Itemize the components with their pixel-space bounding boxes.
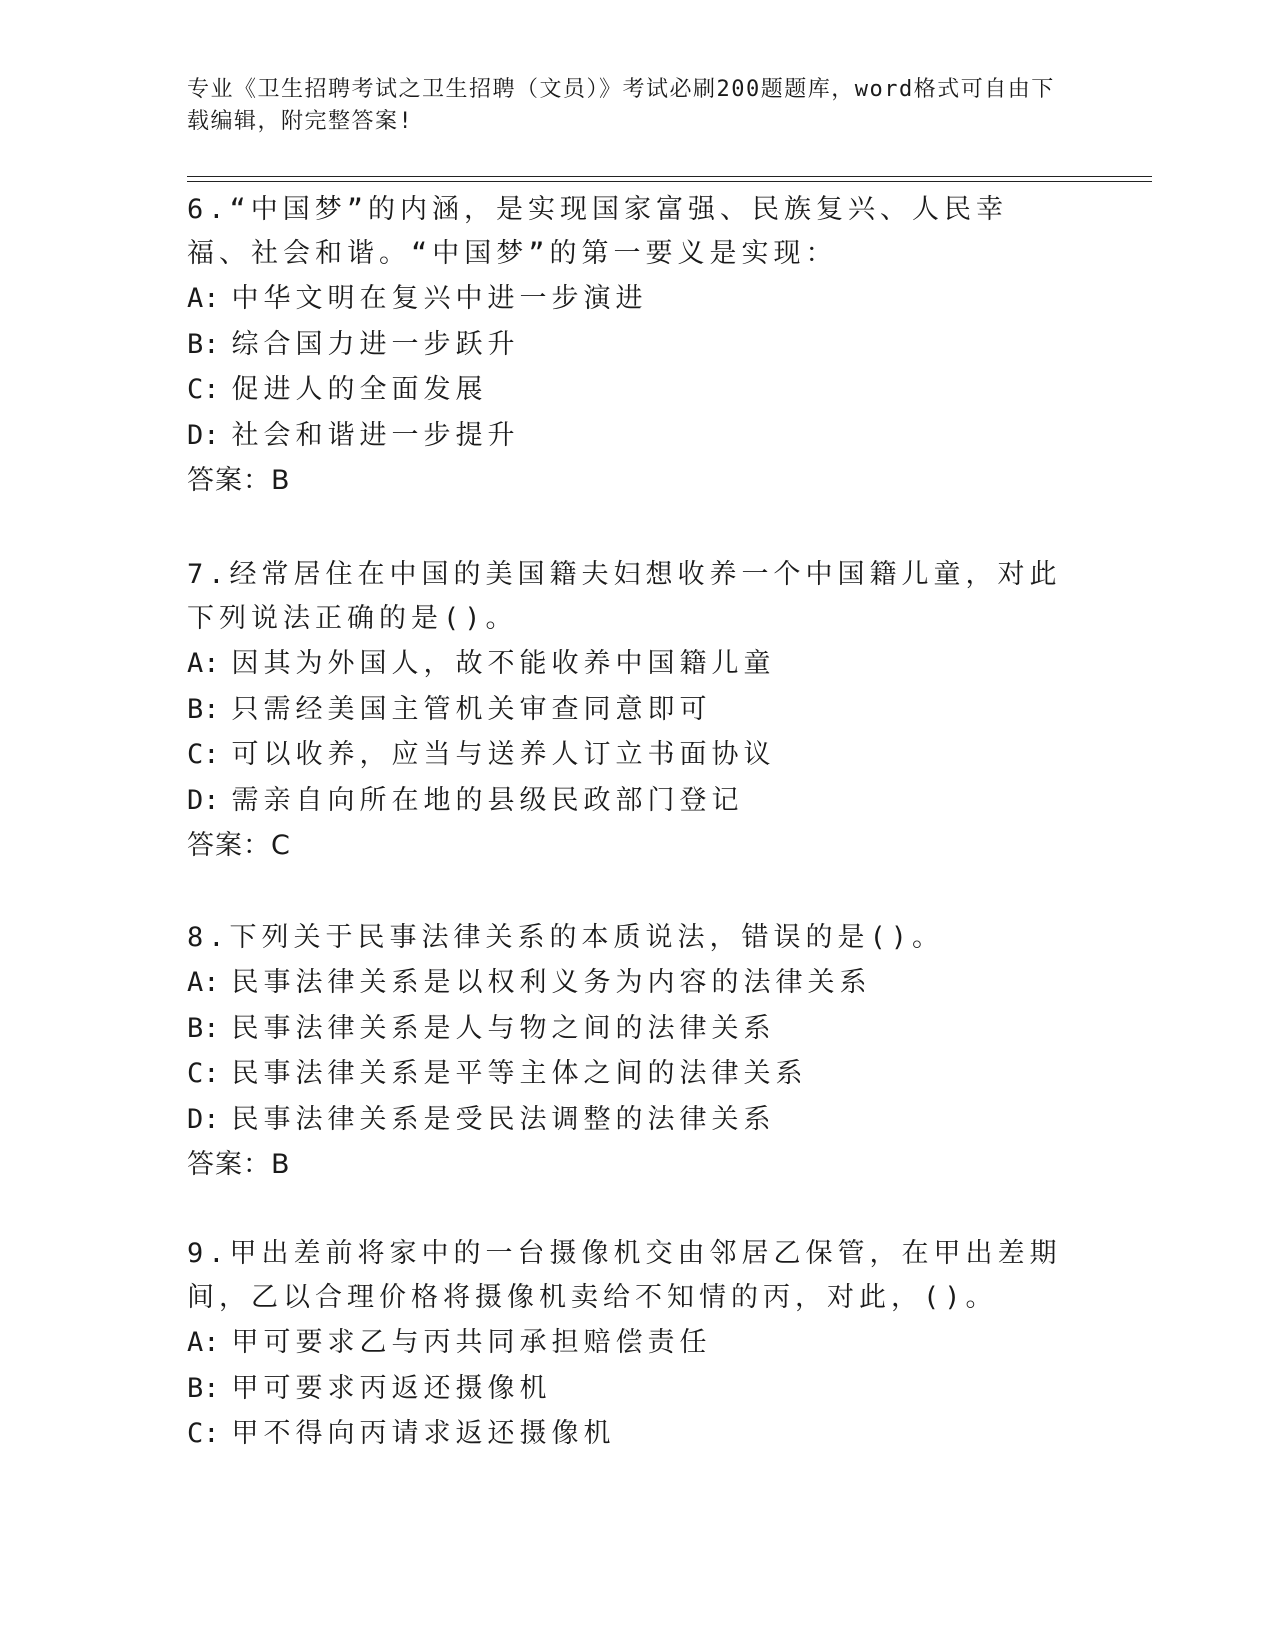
option-separator: : — [203, 328, 220, 360]
question-9 — [187, 1232, 1067, 1457]
question-stem: 8.下列关于民事法律关系的本质说法，错误的是()。 — [187, 922, 945, 953]
option-separator: : — [203, 648, 220, 679]
option-letter: D — [187, 1103, 204, 1135]
option-text: 甲可要求乙与丙共同承担赔偿责任 — [231, 1327, 712, 1358]
option-separator: : — [203, 1327, 220, 1358]
answer: 答案：B — [187, 465, 291, 496]
option-text: 只需经美国主管机关审查同意即可 — [231, 693, 712, 725]
option-c — [187, 1051, 1067, 1097]
option-letter: A — [187, 967, 204, 998]
option-separator: : — [203, 784, 220, 816]
option-a — [187, 641, 1067, 687]
page-header: 专业《卫生招聘考试之卫生招聘（文员）》考试必刷200题题库，word格式可自由下载编辑，附完整答案! — [187, 77, 1055, 134]
option-text: 民事法律关系是平等主体之间的法律关系 — [231, 1058, 808, 1089]
option-text: 中华文明在复兴中进一步演进 — [231, 283, 648, 314]
answer: 答案：B — [187, 1149, 291, 1180]
option-a — [187, 960, 1067, 1006]
option-c — [187, 1411, 1067, 1457]
option-d — [187, 778, 1067, 824]
option-letter: A — [187, 283, 204, 314]
option-separator: : — [203, 1103, 220, 1135]
option-c — [187, 367, 1067, 413]
option-letter: A — [187, 1327, 204, 1358]
option-separator: : — [203, 739, 220, 770]
option-letter: B — [187, 1012, 204, 1044]
option-text: 甲不得向丙请求返还摄像机 — [231, 1418, 616, 1449]
question-stem: 6.“中国梦”的内涵，是实现国家富强、民族复兴、人民幸福、社会和谐。“中国梦”的第一要义是实现： — [187, 194, 1009, 269]
option-separator: : — [203, 419, 220, 451]
option-text: 综合国力进一步跃升 — [231, 328, 520, 360]
option-letter: A — [187, 648, 204, 679]
option-separator: : — [203, 1058, 220, 1089]
option-letter: D — [187, 419, 204, 451]
option-separator: : — [203, 693, 220, 725]
answer: 答案：C — [187, 830, 291, 861]
option-text: 可以收养，应当与送养人订立书面协议 — [231, 739, 776, 770]
option-text: 民事法律关系是人与物之间的法律关系 — [231, 1012, 776, 1044]
option-letter: B — [187, 693, 204, 725]
option-d — [187, 413, 1067, 459]
option-d — [187, 1097, 1067, 1143]
question-6 — [187, 188, 1067, 503]
option-separator: : — [203, 1372, 220, 1404]
question-stem: 7.经常居住在中国的美国籍夫妇想收养一个中国籍儿童，对此下列说法正确的是()。 — [187, 559, 1062, 634]
option-separator: : — [203, 374, 220, 405]
option-b — [187, 687, 1067, 733]
option-letter: B — [187, 328, 204, 360]
option-text: 社会和谐进一步提升 — [231, 419, 520, 451]
option-text: 促进人的全面发展 — [231, 374, 488, 405]
option-separator: : — [203, 967, 220, 998]
option-text: 需亲自向所在地的县级民政部门登记 — [231, 784, 744, 816]
option-letter: B — [187, 1372, 204, 1404]
option-separator: : — [203, 1012, 220, 1044]
option-b — [187, 1366, 1067, 1412]
option-b — [187, 1006, 1067, 1052]
header-divider-bottom — [187, 181, 1152, 182]
question-8 — [187, 916, 1067, 1187]
option-letter: C — [187, 739, 204, 770]
header-divider-top — [187, 176, 1152, 177]
option-separator: : — [203, 1418, 220, 1449]
option-text: 甲可要求丙返还摄像机 — [231, 1372, 552, 1404]
option-text: 民事法律关系是以权利义务为内容的法律关系 — [231, 967, 872, 998]
option-letter: C — [187, 374, 204, 405]
option-text: 民事法律关系是受民法调整的法律关系 — [231, 1103, 776, 1135]
option-a — [187, 276, 1067, 322]
option-c — [187, 732, 1067, 778]
option-a — [187, 1320, 1067, 1366]
option-text: 因其为外国人，故不能收养中国籍儿童 — [231, 648, 776, 679]
option-letter: D — [187, 784, 204, 816]
question-stem: 9.甲出差前将家中的一台摄像机交由邻居乙保管，在甲出差期间，乙以合理价格将摄像机卖给不知情的丙，对此，()。 — [187, 1238, 1062, 1313]
option-letter: C — [187, 1058, 204, 1089]
option-separator: : — [203, 283, 220, 314]
question-7 — [187, 553, 1067, 868]
option-letter: C — [187, 1418, 204, 1449]
option-b — [187, 322, 1067, 368]
